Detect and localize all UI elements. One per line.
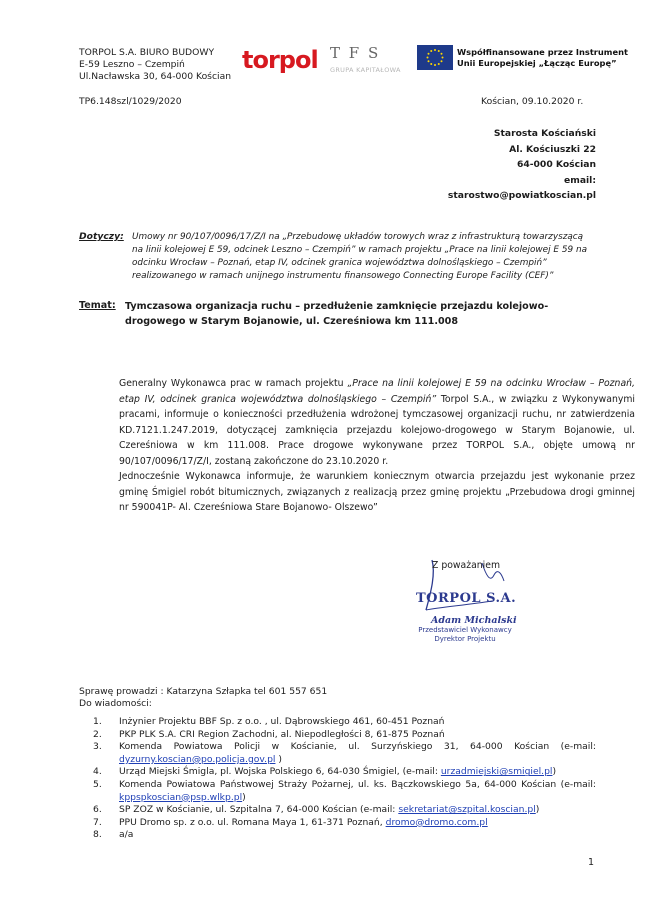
list-item-text (119, 804, 596, 817)
list-item (93, 804, 596, 817)
page-number: 1 (588, 857, 595, 868)
list-item-number: 3. (93, 741, 102, 753)
eu-star-icon (442, 57, 444, 59)
body-p1-start: Generalny Wykonawca prac w ramach projektu (119, 378, 348, 389)
list-item-number: 7. (93, 816, 102, 828)
sender-line-1: TORPOL S.A. BIURO BUDOWY (79, 47, 215, 58)
regarding-text: Umowy nr 90/107/0096/17/Z/I na „Przebudowę układów torowych wraz z infrastrukturą towarzyszącą na linii kolejowej E 59, odcinek Leszno – Czempiń” w ramach projektu „Prace na linii kolejowej E 59 na odcinku Wrocław – Poznań, etap IV, odcinek granica województwa dolnośląskiego – Czempiń” realizowanego w ramach unijnego instrumentu finansowego Connecting Europe Facility (CEF)” (132, 232, 588, 281)
list-item-body: Inżynier Projektu BBF Sp. z o.o. , ul. Dąbrowskiego 461, 60-451 Poznań (119, 716, 445, 727)
eu-funding-line-1: Współfinansowane przez Instrument (457, 47, 628, 57)
eu-star-icon (434, 49, 436, 51)
eu-star-icon (434, 64, 436, 66)
list-item-number: 8. (93, 829, 102, 841)
list-item-text (119, 766, 596, 779)
subject-text: Tymczasowa organizacja ruchu – przedłużenie zamknięcie przejazdu kolejowo-drogowego w Starym Bojanowie, ul. Czereśniowa km 111.008 (125, 301, 549, 327)
list-item-number: 6. (93, 804, 102, 816)
prepared-by-contact: Sprawę prowadzi : Katarzyna Szłapka tel 601 557 651 (79, 686, 328, 697)
list-item (93, 779, 596, 804)
eu-star-icon (441, 60, 443, 62)
body-p1-rest: Torpol S.A., w związku z Wykonywanymi pracami, informuje o konieczności przedłużenia wdrożonej tymczasowej organizacji ruchu, nr zatwierdzenia KD.7121.1.247.2019, dotyczącej zamknięcia przejazdu kolejowo-drogowego w Starym Bojanowie, ul. Czereśniowa w km 111.008. Prace drogowe wykonywane przez TORPOL S.A., objęte umową nr 90/107/0096/17/Z/I, zostaną zakończone do 23.10.2020 r. (119, 393, 635, 467)
list-item (93, 741, 596, 766)
list-item-body: Komenda Powiatowa Państwowej Straży Pożarnej, ul. ks. Bączkowskiego 5a, 64-000 Kościan (e-mail: (119, 778, 596, 790)
letter-date: Kościan, 09.10.2020 r. (481, 96, 584, 107)
prepared-by (79, 686, 327, 711)
list-item-text (119, 817, 596, 830)
email-link[interactable]: sekretariat@szpital.koscian.pl (398, 804, 536, 816)
eu-funding-text (457, 47, 628, 68)
recipient-address (426, 126, 596, 204)
list-item (93, 716, 596, 729)
recipient-line-2: Al. Kościuszki 22 (509, 143, 596, 155)
reference-number: TP6.148szl/1029/2020 (79, 96, 182, 107)
list-item-text (119, 729, 596, 742)
email-link[interactable]: dyzurny.koscian@po.policja.gov.pl (119, 753, 276, 765)
recipient-email: email: starostwo@powiatkoscian.pl (447, 174, 596, 202)
list-item-body: SP ZOZ w Kościanie, ul. Szpitalna 7, 64-000 Kościan (e-mail: (119, 804, 399, 816)
svg-text:torpol: torpol (242, 46, 318, 74)
list-item-number: 1. (93, 716, 102, 727)
list-item-suffix: ) (242, 791, 246, 803)
list-item (93, 829, 596, 842)
eu-star-icon (438, 63, 440, 65)
list-item (93, 766, 596, 779)
list-item-suffix: ) (552, 766, 557, 778)
list-item (93, 817, 596, 830)
recipient-line-3: 64-000 Kościan (516, 159, 596, 171)
eu-star-icon (430, 50, 432, 52)
tfs-logo (330, 44, 408, 74)
list-item-number: 2. (93, 728, 102, 740)
list-item (93, 729, 596, 742)
list-item-suffix: ) (275, 753, 282, 765)
list-item-body: a/a (119, 829, 134, 841)
torpol-logo (242, 44, 326, 74)
body-paragraph-2: Jednocześnie Wykonawca informuje, że warunkiem koniecznym otwarcia przejazdu jest wykonanie przez gminę Śmigiel robót bitumicznych, związanych z realizacją przez gminę projektu „Przebudowa drogi gminnej nr 590041P- Al. Czereśniowa Stare Bojanowo- Olszewo” (119, 471, 635, 514)
eu-star-icon (427, 57, 429, 59)
list-item-body: Urząd Miejski Śmigla, pl. Wojska Polskiego 6, 64-030 Śmigiel, (e-mail: (119, 766, 441, 778)
recipient-line-1: Starosta Kościański (493, 128, 596, 139)
list-item-text (119, 779, 596, 804)
list-item-suffix: ) (535, 804, 540, 816)
tfs-letters: T F S (330, 44, 381, 62)
sender-address (79, 47, 231, 83)
stamp-role-line-2: Dyrektor Projektu (434, 635, 496, 643)
email-link[interactable]: kppspkoscian@psp.wlkp.pl (119, 791, 243, 803)
stamp-company-name: TORPOL S.A. (416, 591, 517, 606)
distribution-list (93, 716, 596, 842)
list-item-text (119, 716, 596, 729)
list-item-number: 5. (93, 778, 102, 790)
list-item-text (119, 829, 596, 842)
sender-line-2: E-59 Leszno – Czempiń (79, 59, 185, 70)
list-item-body: PKP PLK S.A. CRI Region Zachodni, al. Niepodległości 8, 61-875 Poznań (119, 728, 445, 740)
regarding-label: Dotyczy: (79, 231, 124, 242)
company-stamp (410, 585, 520, 655)
list-item-body: Komenda Powiatowa Policji w Kościanie, ul. Surzyńskiego 31, 64-000 Kościan (e-mail: (119, 741, 596, 753)
distribution-heading: Do wiadomości: (79, 698, 152, 710)
eu-star-icon (441, 53, 443, 55)
eu-star-icon (428, 53, 430, 55)
list-item-number: 4. (93, 766, 102, 778)
email-link[interactable]: urzadmiejski@smigiel.pl (440, 766, 553, 778)
stamp-role-line-1: Przedstawiciel Wykonawcy (418, 626, 512, 634)
email-link[interactable]: dromo@dromo.com.pl (385, 816, 488, 828)
eu-star-icon (438, 50, 440, 52)
body-p1-project-name: „Prace na linii kolejowej E 59 na odcinku Wrocław – Poznań, etap IV, odcinek granica województwa dolnośląskiego – Czempiń” (119, 378, 635, 405)
tfs-subtitle: GRUPA KAPITAŁOWA (330, 66, 401, 74)
closing-regards: Z poważaniem (432, 560, 501, 571)
sender-line-3: Ul.Nacławska 30, 64-000 Kościan (79, 71, 232, 82)
eu-star-icon (430, 63, 432, 65)
stamp-role (410, 626, 520, 644)
stamp-person-name: Adam Michalski (431, 615, 517, 626)
list-item-body: PPU Dromo sp. z o.o. ul. Romana Maya 1, 61-371 Poznań, (119, 816, 386, 828)
subject-label: Temat: (79, 300, 116, 311)
body-paragraph-1 (79, 376, 635, 470)
eu-funding-line-2: Unii Europejskiej „Łącząc Europę” (457, 57, 617, 68)
eu-star-icon (428, 60, 430, 62)
list-item-text (119, 741, 596, 766)
eu-flag-icon (417, 45, 453, 70)
